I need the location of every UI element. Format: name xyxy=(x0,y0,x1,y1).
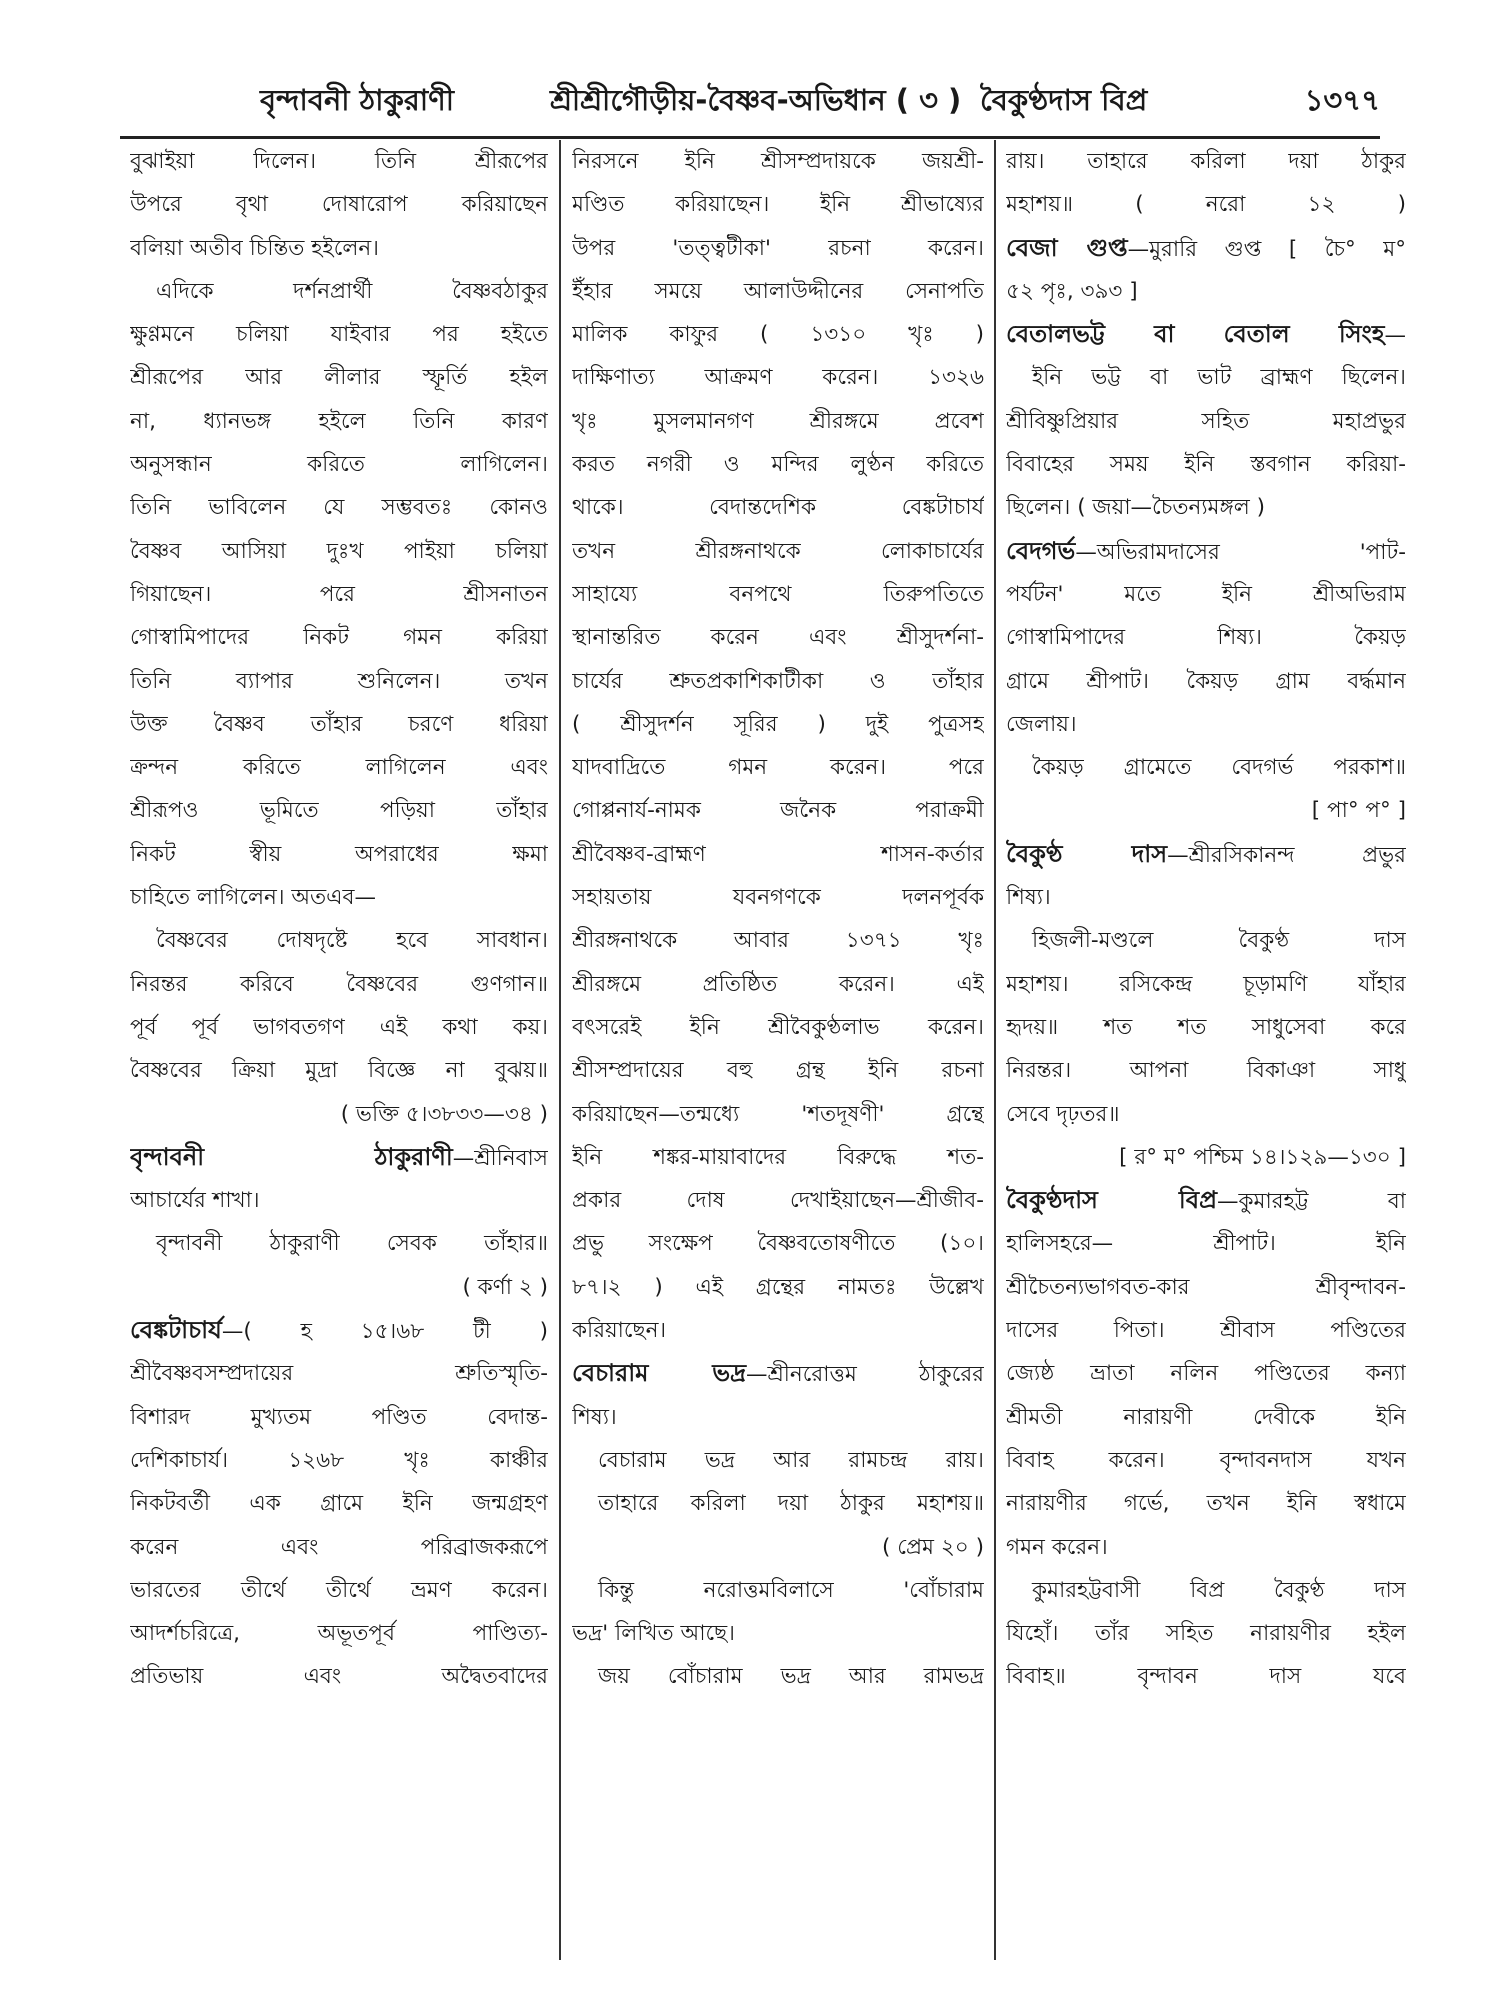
text-line: বেঙ্কটাচার্য—( হ ১৫।৬৮ টী ) xyxy=(130,1316,548,1345)
column-divider-1 xyxy=(559,140,561,1960)
text-line: হৃদয়॥ শত শত সাধুসেবা করে xyxy=(1006,1014,1406,1040)
text-line: বলিয়া অতীব চিন্তিত হইলেন। xyxy=(130,235,379,261)
text-line: চার্যের শ্রুতপ্রকাশিকাটীকা ও তাঁহার xyxy=(572,668,984,694)
text-line: শিষ্য। xyxy=(1006,885,1051,911)
text-line: ক্ষুণ্ণমনে চলিয়া যাইবার পর হইতে xyxy=(130,322,548,348)
text-line: বিবাহ॥ বৃন্দাবন দাস যবে xyxy=(1006,1664,1406,1690)
text-line: [ পা° প° ] xyxy=(1311,798,1406,824)
text-line: ক্রন্দন করিতে লাগিলেন এবং xyxy=(130,755,548,781)
text-line: বৈকুণ্ঠ দাস—শ্রীরসিকানন্দ প্রভুর xyxy=(1006,839,1406,868)
entry-headword: বৃন্দাবনী ঠাকুরাণী xyxy=(130,1142,453,1171)
text-line: আদর্শচরিত্রে, অভূতপূর্ব পাণ্ডিত্য- xyxy=(130,1621,548,1647)
text-line: বেচারাম ভদ্র আর রামচন্দ্র রায়। xyxy=(598,1447,984,1473)
text-line: বিবাহ করেন। বৃন্দাবনদাস যখন xyxy=(1006,1447,1406,1473)
text-line: ৮৭।২ ) এই গ্রন্থের নামতঃ উল্লেখ xyxy=(572,1274,984,1300)
text-line: করিয়াছেন। xyxy=(572,1318,667,1344)
text-line: নিরন্তর করিবে বৈষ্ণবের গুণগান॥ xyxy=(130,971,548,997)
text-line: বেতালভট্ট বা বেতাল সিংহ— xyxy=(1006,320,1406,349)
text-line: হিজলী-মণ্ডলে বৈকুণ্ঠ দাস xyxy=(1032,928,1406,954)
text-line: ( কর্ণা ২ ) xyxy=(462,1274,548,1300)
text-line: চাহিতে লাগিলেন। অতএব— xyxy=(130,885,376,911)
text-line: করেন এবং পরিব্রাজকরূপে xyxy=(130,1534,548,1560)
text-line: বৃন্দাবনী ঠাকুরাণী—শ্রীনিবাস xyxy=(130,1142,548,1171)
text-line: বৈষ্ণবের ক্রিয়া মুদ্রা বিজ্ঞে না বুঝয়॥ xyxy=(130,1058,548,1084)
text-line: তাহারে করিলা দয়া ঠাকুর মহাশয়॥ xyxy=(598,1491,984,1517)
text-line: যাদবাদ্রিতে গমন করেন। পরে xyxy=(572,755,984,781)
text-line: ( প্রেম ২০ ) xyxy=(882,1534,984,1560)
text-line: মণ্ডিত করিয়াছেন। ইনি শ্রীভাষ্যের xyxy=(572,192,984,218)
text-line: স্থানান্তরিত করেন এবং শ্রীসুদর্শনা- xyxy=(572,625,984,651)
text-line: বুঝাইয়া দিলেন। তিনি শ্রীরূপের xyxy=(130,149,548,174)
text-column-2 xyxy=(572,140,984,1960)
text-line: বৈষ্ণব আসিয়া দুঃখ পাইয়া চলিয়া xyxy=(130,538,548,564)
column-divider-2 xyxy=(994,140,996,1960)
text-column-3 xyxy=(1006,140,1406,1960)
header-rule xyxy=(120,136,1380,139)
text-line: গিয়াছেন। পরে শ্রীসনাতন xyxy=(130,581,548,607)
text-line: কুমারহট্টবাসী বিপ্র বৈকুণ্ঠ দাস xyxy=(1032,1577,1406,1603)
text-line: করিয়াছেন—তন্মধ্যে 'শতদূষণী' গ্রন্থে xyxy=(572,1101,984,1127)
text-line: বেদগর্ভ—অভিরামদাসের 'পাট- xyxy=(1006,536,1406,565)
text-line: শ্রীরূপের আর লীলার স্ফূর্তি হইল xyxy=(130,365,548,391)
text-line: না, ধ্যানভঙ্গ হইলে তিনি কারণ xyxy=(130,408,548,434)
text-line: গোস্বামিপাদের শিষ্য। কৈয়ড় xyxy=(1006,625,1406,651)
text-line: গমন করেন। xyxy=(1006,1534,1108,1560)
entry-headword: বৈকুণ্ঠ দাস xyxy=(1006,839,1168,868)
text-line: বিশারদ মুখ্যতম পণ্ডিত বেদান্ত- xyxy=(130,1404,548,1430)
text-line: নিরসনে ইনি শ্রীসম্প্রদায়কে জয়শ্রী- xyxy=(572,149,984,174)
text-line: বৈকুণ্ঠদাস বিপ্র—কুমারহট্ট বা xyxy=(1006,1186,1406,1215)
text-line: শিষ্য। xyxy=(572,1404,617,1430)
entry-headword: বৈকুণ্ঠদাস বিপ্র xyxy=(1006,1186,1217,1215)
text-line: শ্রীবৈষ্ণব-ব্রাহ্মণ শাসন-কর্তার xyxy=(572,841,984,867)
text-column-1 xyxy=(130,140,548,1960)
text-line: উক্ত বৈষ্ণব তাঁহার চরণে ধরিয়া xyxy=(130,711,548,737)
text-line: শ্রীসম্প্রদায়ের বহু গ্রন্থ ইনি রচনা xyxy=(572,1058,984,1084)
text-line: ৫২ পৃঃ, ৩৯৩ ] xyxy=(1006,278,1138,304)
text-line: শ্রীবিষ্ণুপ্রিয়ার সহিত মহাপ্রভুর xyxy=(1006,408,1406,434)
text-line: সেবে দৃঢ়তর॥ xyxy=(1006,1101,1120,1127)
entry-headword: বেজা গুপ্ত xyxy=(1006,233,1128,262)
text-line: ছিলেন। ( জয়া—চৈতন্যমঙ্গল ) xyxy=(1006,495,1265,521)
text-line: নিকট স্বীয় অপরাধের ক্ষমা xyxy=(130,841,548,867)
entry-headword: বেঙ্কটাচার্য xyxy=(130,1316,222,1345)
text-line: প্রভু সংক্ষেপ বৈষ্ণবতোষণীতে (১০। xyxy=(572,1231,984,1257)
text-line: দাক্ষিণাত্য আক্রমণ করেন। ১৩২৬ xyxy=(572,365,984,391)
text-line: মহাশয়॥ ( নরো ১২ ) xyxy=(1006,192,1406,218)
text-line: দেশিকাচার্য। ১২৬৮ খৃঃ কাঞ্চীর xyxy=(130,1447,548,1473)
text-line: গোস্বামিপাদের নিকট গমন করিয়া xyxy=(130,625,548,651)
text-line: উপরে বৃথা দোষারোপ করিয়াছেন xyxy=(130,192,548,218)
text-line: সহায়তায় যবনগণকে দলনপূর্বক xyxy=(572,885,984,911)
text-line: রায়। তাহারে করিলা দয়া ঠাকুর xyxy=(1006,149,1406,174)
text-line: মালিক কাফুর ( ১৩১০ খৃঃ ) xyxy=(572,322,984,348)
text-line: যিহোঁ। তাঁর সহিত নারায়ণীর হইল xyxy=(1006,1621,1406,1647)
header-right-title: বৈকুণ্ঠদাস বিপ্র xyxy=(980,83,1148,117)
text-line: শ্রীরূপও ভূমিতে পড়িয়া তাঁহার xyxy=(130,798,548,824)
text-line: বেজা গুপ্ত—মুরারি গুপ্ত [ চৈ° ম° xyxy=(1006,233,1406,262)
text-line: নিরন্তর। আপনা বিকাঞা সাধু xyxy=(1006,1058,1406,1084)
text-line: ভদ্র' লিখিত আছে। xyxy=(572,1621,735,1647)
text-line: তিনি ভাবিলেন যে সম্ভবতঃ কোনও xyxy=(130,495,548,521)
entry-headword: বেচারাম ভদ্র xyxy=(572,1359,747,1388)
text-line: শ্রীরঙ্গনাথকে আবার ১৩৭১ খৃঃ xyxy=(572,928,984,954)
text-line: খৃঃ মুসলমানগণ শ্রীরঙ্গমে প্রবেশ xyxy=(572,408,984,434)
text-line: থাকে। বেদান্তদেশিক বেঙ্কটাচার্য xyxy=(572,495,984,521)
page-number: ১৩৭৭ xyxy=(1304,83,1380,117)
text-line: জ্যেষ্ঠ ভ্রাতা নলিন পণ্ডিতের কন্যা xyxy=(1006,1361,1406,1387)
text-line: নারায়ণীর গর্ভে, তখন ইনি স্বধামে xyxy=(1006,1491,1406,1517)
text-line: ইনি শঙ্কর-মায়াবাদের বিরুদ্ধে শত- xyxy=(572,1144,984,1170)
text-line: বেচারাম ভদ্র—শ্রীনরোত্তম ঠাকুরের xyxy=(572,1359,984,1388)
text-line: হালিসহরে— শ্রীপাট। ইনি xyxy=(1006,1231,1406,1257)
text-line: বৈষ্ণবের দোষদৃষ্টে হবে সাবধান। xyxy=(156,928,548,954)
text-line: তখন শ্রীরঙ্গনাথকে লোকাচার্যের xyxy=(572,538,984,564)
text-line: গ্রামে শ্রীপাট। কৈয়ড় গ্রাম বর্দ্ধমান xyxy=(1006,668,1406,694)
text-line: জেলায়। xyxy=(1006,711,1077,737)
text-line: পর্যটন' মতে ইনি শ্রীঅভিরাম xyxy=(1006,581,1406,607)
text-line: অনুসন্ধান করিতে লাগিলেন। xyxy=(130,452,548,478)
text-line: বিবাহের সময় ইনি স্তবগান করিয়া- xyxy=(1006,452,1406,478)
text-line: শ্রীবৈষ্ণবসম্প্রদায়ের শ্রুতিস্মৃতি- xyxy=(130,1361,548,1387)
text-line: প্রতিভায় এবং অদ্বৈতবাদের xyxy=(130,1664,548,1690)
text-line: নিকটবর্তী এক গ্রামে ইনি জন্মগ্রহণ xyxy=(130,1491,548,1517)
text-line: উপর 'তত্ত্বটীকা' রচনা করেন। xyxy=(572,235,984,261)
text-line: শ্রীচৈতন্যভাগবত-কার শ্রীবৃন্দাবন- xyxy=(1006,1274,1406,1300)
text-line: এদিকে দর্শনপ্রার্থী বৈষ্ণবঠাকুর xyxy=(156,278,548,304)
entry-headword: বেদগর্ভ xyxy=(1006,536,1076,565)
text-line: করত নগরী ও মন্দির লুণ্ঠন করিতে xyxy=(572,452,984,478)
text-line: জয় বোঁচারাম ভদ্র আর রামভদ্র xyxy=(598,1664,984,1690)
text-line: গোপ্পনার্য-নামক জনৈক পরাক্রমী xyxy=(572,798,984,824)
text-line: প্রকার দোষ দেখাইয়াছেন—শ্রীজীব- xyxy=(572,1188,984,1214)
header-left-title: বৃন্দাবনী ঠাকুরাণী xyxy=(260,83,455,117)
entry-headword: বেতালভট্ট বা বেতাল সিংহ xyxy=(1006,320,1385,349)
text-line: শ্রীমতী নারায়ণী দেবীকে ইনি xyxy=(1006,1404,1406,1430)
text-line: বৃন্দাবনী ঠাকুরাণী সেবক তাঁহার॥ xyxy=(156,1231,548,1257)
text-line: কিন্তু নরোত্তমবিলাসে 'বোঁচারাম xyxy=(598,1577,984,1603)
text-line: আচার্যের শাখা। xyxy=(130,1188,260,1214)
text-line: ( ভক্তি ৫।৩৮৩৩—৩৪ ) xyxy=(340,1101,548,1127)
text-line: মহাশয়। রসিকেন্দ্র চূড়ামণি যাঁহার xyxy=(1006,971,1406,997)
text-line: পূর্ব পূর্ব ভাগবতগণ এই কথা কয়। xyxy=(130,1014,548,1040)
header-center-title: শ্রীশ্রীগৌড়ীয়-বৈষ্ণব-অভিধান ( ৩ ) xyxy=(550,83,962,117)
text-line: ইঁহার সময়ে আলাউদ্দীনের সেনাপতি xyxy=(572,278,984,304)
text-line: দাসের পিতা। শ্রীবাস পণ্ডিতের xyxy=(1006,1318,1406,1344)
text-line: সাহায্যে বনপথে তিরুপতিতে xyxy=(572,581,984,607)
text-line: তিনি ব্যাপার শুনিলেন। তখন xyxy=(130,668,548,694)
text-line: বৎসরেই ইনি শ্রীবৈকুণ্ঠলাভ করেন। xyxy=(572,1014,984,1040)
text-line: ভারতের তীর্থে তীর্থে ভ্রমণ করেন। xyxy=(130,1577,548,1603)
text-line: ইনি ভট্ট বা ভাট ব্রাহ্মণ ছিলেন। xyxy=(1032,365,1406,391)
page-header xyxy=(120,68,1380,128)
text-line: ( শ্রীসুদর্শন সূরির ) দুই পুত্রসহ xyxy=(572,711,984,737)
text-line: শ্রীরঙ্গমে প্রতিষ্ঠিত করেন। এই xyxy=(572,971,984,997)
text-line: কৈয়ড় গ্রামেতে বেদগর্ভ পরকাশ॥ xyxy=(1032,755,1406,781)
text-line: [ র° ম° পশ্চিম ১৪।১২৯—১৩০ ] xyxy=(1119,1144,1406,1170)
